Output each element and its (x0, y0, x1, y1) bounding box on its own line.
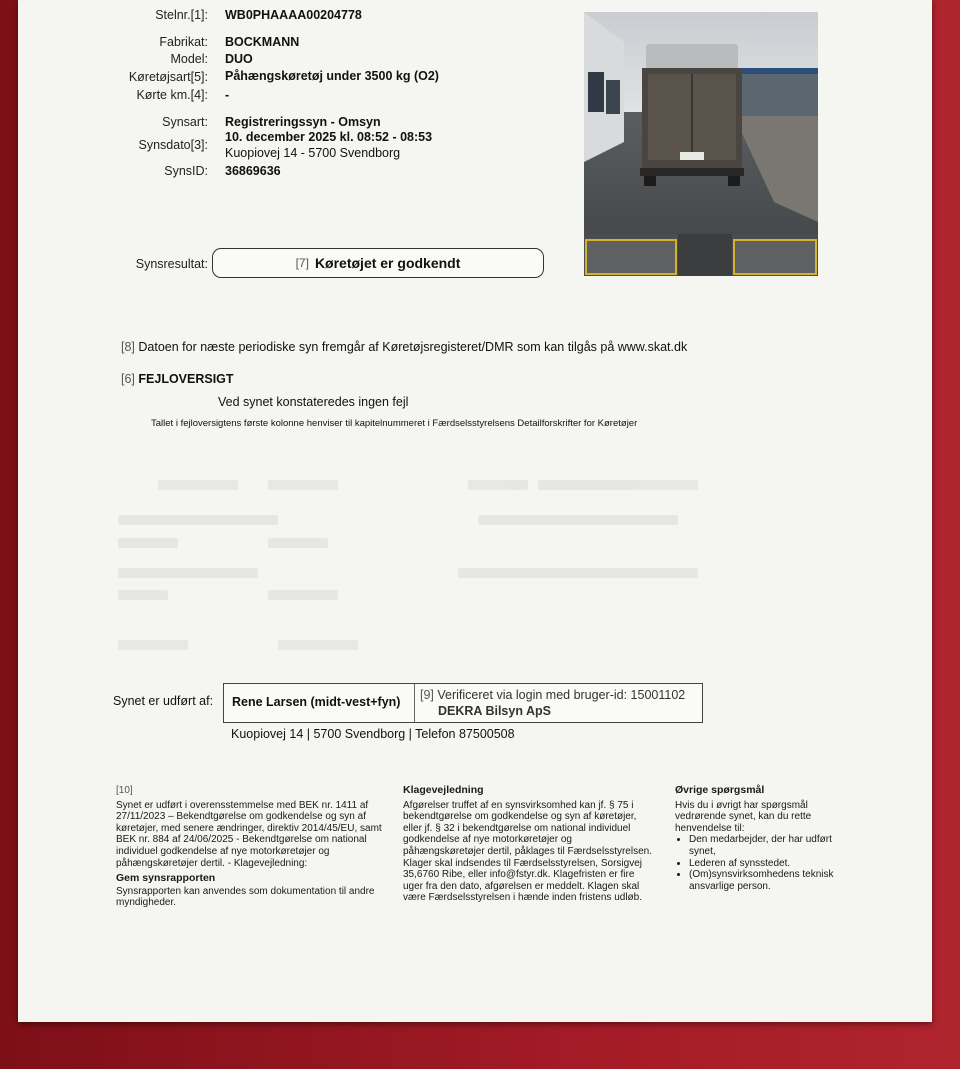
result-ref: [7] (295, 256, 309, 270)
questions-text: Hvis du i øvrigt har spørgsmål vedrørende synet, kan du rette henvendelse til: (675, 799, 812, 834)
vehicle-photo (584, 12, 818, 276)
result-text: Køretøjet er godkendt (314, 255, 461, 271)
faults-heading (121, 372, 234, 386)
synsresultat-label: Synsresultat: (135, 257, 208, 271)
footer-complaint-column (403, 785, 653, 904)
signature-divider (414, 684, 415, 722)
koretojsart-label: Køretøjsart[5]: (128, 70, 208, 84)
footer-legal-column (116, 785, 386, 909)
result-box (212, 248, 544, 278)
footer-save-text: Synsrapporten kan anvendes som dokumentation til andre myndigheder. (116, 885, 375, 909)
questions-list (675, 834, 835, 892)
inspector-name: Rene Larsen (midt-vest+fyn) (232, 695, 401, 709)
model-value: DUO (225, 52, 253, 66)
list-item: • Lederen af synsstedet. (689, 858, 835, 870)
stelnr-value: WB0PHAAAA00204778 (225, 8, 362, 22)
next-inspection-text: Datoen for næste periodiske syn fremgår af Køretøjsregisteret/DMR som kan tilgås på www.skat.dk (138, 340, 688, 354)
faults-footnote: Tallet i fejloversigtens første kolonne henviser til kapitelnummeret i Færdselsstyrelsens Detailforskrifter for Køretøjer (151, 418, 638, 429)
station-address: Kuopiovej 14 | 5700 Svendborg | Telefon 87500508 (231, 727, 515, 741)
faults-heading-text: FEJLOVERSIGT (138, 372, 234, 386)
fabrikat-label: Fabrikat: (159, 35, 208, 49)
synsart-value: Registreringssyn - Omsyn (225, 115, 381, 129)
synsdato-value: 10. december 2025 kl. 08:52 - 08:53 (225, 130, 433, 144)
complaint-heading: Klagevejledning (403, 784, 484, 796)
footer-save-heading: Gem synsrapporten (116, 872, 216, 885)
fabrikat-value: BOCKMANN (225, 35, 300, 49)
complaint-text: Afgørelser truffet af en synsvirksomhed kan jf. § 75 i bekendtgørelse om godkendelse og syn af køretøjer, eller jf. § 32 i bekendtgørelse om national individuel godkendelse af nye motorkøretøjer og påhængskøretøjer dertil, påklages til Færdselsstyrelsen. Klager skal indsendes til Færdselsstyrelsen, Sorsigvej 35,6760 Ribe, eller info@fstyr.dk. Klagefristen er fire uger fra den dato, afgørelsen er meddelt. Klagen skal være Færdselsstyrelsen i hænde inden fristens udløb. (403, 799, 652, 904)
korte-km-label: Kørte km.[4]: (136, 88, 208, 102)
synssted-value: Kuopiovej 14 - 5700 Svendborg (225, 146, 401, 160)
synsart-label: Synsart: (162, 115, 208, 129)
list-item: • Den medarbejder, der har udført synet, (689, 834, 835, 857)
verified-ref: [9] (420, 688, 434, 702)
next-inspection-note (121, 340, 687, 354)
footer-ref: [10] (116, 785, 133, 796)
synsid-value: 36869636 (225, 164, 281, 178)
model-label: Model: (170, 52, 208, 66)
stelnr-label: Stelnr.[1]: (155, 8, 208, 22)
synsid-label: SynsID: (164, 164, 208, 178)
faults-text: Ved synet konstateredes ingen fejl (218, 395, 409, 409)
synsdato-label: Synsdato[3]: (138, 138, 208, 152)
inspection-report-page (18, 0, 932, 1022)
footer-legal-text: Synet er udført i overensstemmelse med BEK nr. 1411 af 27/11/2023 – Bekendtgørelse om godkendelse og syn af køretøjer, med senere ændringer, direktiv 2014/45/EU, samt BEK nr. 884 af 24/06/2025 - Bekendtgørelse om national individuel godkendelse af nye motorkøretøjer og påhængskøretøjer dertil. - Klagevejledning: (116, 799, 382, 869)
footer-questions-column (675, 785, 835, 892)
questions-heading: Øvrige spørgsmål (675, 784, 765, 796)
verified-text: Verificeret via login med bruger-id: 15001102 (437, 688, 686, 702)
signature-label: Synet er udført af: (113, 694, 214, 708)
verified-line (420, 688, 685, 702)
next-inspection-ref: [8] (121, 340, 135, 354)
korte-km-value: - (225, 88, 230, 102)
koretojsart-value: Påhængskøretøj under 3500 kg (O2) (225, 69, 439, 83)
signature-box (223, 683, 703, 723)
company-name: DEKRA Bilsyn ApS (438, 704, 551, 718)
list-item: • (Om)synsvirksomhedens teknisk ansvarlige person. (689, 869, 835, 892)
faults-ref: [6] (121, 372, 135, 386)
license-plate-icon (680, 152, 704, 160)
